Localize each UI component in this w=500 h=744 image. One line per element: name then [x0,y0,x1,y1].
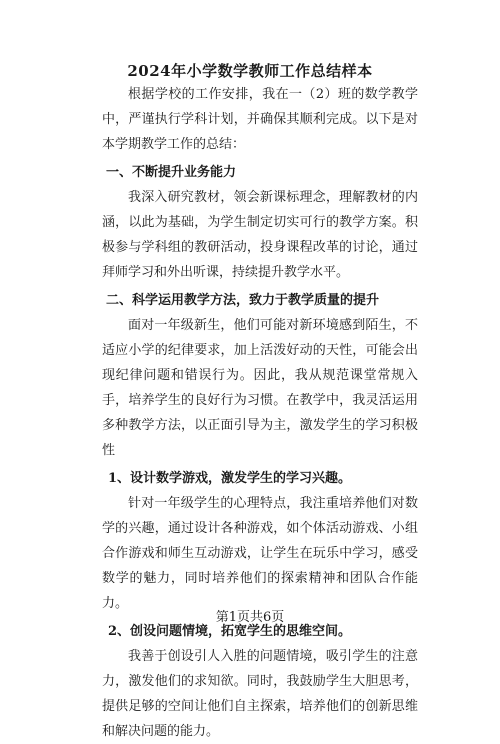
subsection-2-paragraph: 我善于创设引人入胜的问题情境，吸引学生的注意力，激发他们的求知欲。同时，我鼓励学生大胆思考，提供足够的空间让他们自主探索，培养他们的创新思维和解决问题的能力。 [102,649,418,739]
section-1-heading: 一、不断提升业务能力 [106,165,237,180]
document-title: 2024年小学数学教师工作总结样本 [127,62,373,80]
subsection-1-paragraph: 针对一年级学生的心理特点，我注重培养他们对数学的兴趣，通过设计各种游戏，如个体活动游戏、小组合作游戏和师生互动游戏，让学生在玩乐中学习，感受数学的魅力，同时培养他们的探索精神和团队合作能力。 [102,496,418,611]
section-2-heading: 二、科学运用教学方法，致力于教学质量的提升 [106,293,380,308]
section-1-paragraph: 我深入研究教材，领会新课标理念，理解教材的内涵，以此为基础，为学生制定切实可行的教学方案。积极参与学科组的教研活动，投身课程改革的讨论，通过拜师学习和外出听课，持续提升教学水平。 [102,190,418,280]
section-2-paragraph: 面对一年级新生，他们可能对新环境感到陌生，不适应小学的纪律要求，加上活泼好动的天性，可能会出现纪律问题和错误行为。因此，我从规范课堂常规入手，培养学生的良好行为习惯。在教学中，我灵活运用多种教学方法，以正面引导为主，激发学生的学习积极性 [102,318,418,458]
subsection-1-heading: 1、设计数学游戏，激发学生的学习兴趣。 [108,471,352,486]
page-number: 第1页共6页 [215,610,285,625]
document-body [102,82,418,744]
subsection-2-heading: 2、创设问题情境，拓宽学生的思维空间。 [108,624,352,639]
intro-paragraph: 根据学校的工作安排，我在一（2）班的数学教学中，严谨执行学科计划，并确保其顺利完成。以下是对本学期教学工作的总结： [102,87,418,152]
